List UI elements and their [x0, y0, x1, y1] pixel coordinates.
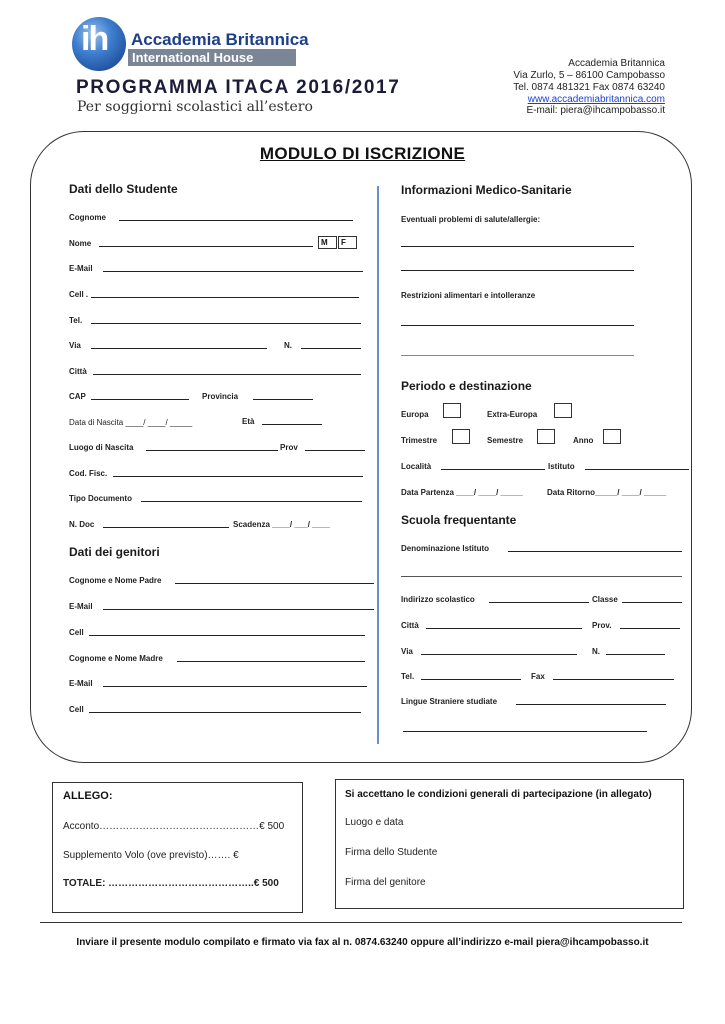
lingue-field-2[interactable] [403, 731, 647, 732]
scadenza-label[interactable]: Scadenza ____/ ___/ ____ [233, 520, 330, 529]
footer-divider [40, 922, 682, 923]
indirizzo-label: Indirizzo scolastico [401, 595, 475, 604]
semestre-label: Semestre [487, 436, 524, 445]
school-fax-field[interactable] [553, 679, 674, 680]
padre-field[interactable] [175, 583, 374, 584]
eta-label: Età [242, 417, 255, 426]
classe-field[interactable] [622, 602, 682, 603]
school-via-field[interactable] [421, 654, 577, 655]
tipo-documento-field[interactable] [141, 501, 362, 502]
restrizioni-field-2[interactable] [401, 355, 634, 356]
prov-field[interactable] [305, 450, 365, 451]
medical-section-title: Informazioni Medico-Sanitarie [401, 183, 572, 197]
period-section-title: Periodo e destinazione [401, 379, 532, 393]
padre-label: Cognome e Nome Padre [69, 576, 162, 585]
n-doc-field[interactable] [103, 527, 229, 528]
website-link[interactable]: www.accademiabritannica.com [527, 94, 665, 105]
email-label: E-Mail [69, 264, 93, 273]
europa-label: Europa [401, 410, 429, 419]
school-via-label: Via [401, 647, 413, 656]
extra-europa-checkbox[interactable] [554, 403, 572, 418]
anno-checkbox[interactable] [603, 429, 621, 444]
provincia-field[interactable] [253, 399, 313, 400]
denominazione-field[interactable] [508, 551, 682, 552]
allego-title: ALLEGO: [63, 790, 113, 802]
classe-label: Classe [592, 595, 618, 604]
cognome-field[interactable] [119, 220, 353, 221]
citta-field[interactable] [93, 374, 361, 375]
parent-email-2-field[interactable] [103, 686, 367, 687]
restrizioni-label: Restrizioni alimentari e intolleranze [401, 291, 536, 300]
europa-checkbox[interactable] [443, 403, 461, 418]
lingue-field[interactable] [516, 704, 666, 705]
parent-cell-1-label: Cell [69, 628, 84, 637]
firma-studente-field[interactable]: Firma dello Studente [345, 847, 438, 858]
parent-email-1-field[interactable] [103, 609, 374, 610]
anno-label: Anno [573, 436, 594, 445]
istituto-label: Istituto [548, 462, 575, 471]
parent-email-2-label: E-Mail [69, 679, 93, 688]
gender-m-checkbox[interactable]: M [318, 236, 337, 249]
address-line-3: Tel. 0874 481321 Fax 0874 63240 [513, 82, 665, 93]
school-section-title: Scuola frequentante [401, 513, 517, 527]
provincia-label: Provincia [202, 392, 239, 401]
logo-name: Accademia Britannica [131, 30, 309, 49]
number-field[interactable] [301, 348, 361, 349]
parent-cell-2-field[interactable] [89, 712, 361, 713]
data-nascita-label[interactable]: Data di Nascita ____/ ____/ _____ [69, 418, 193, 427]
denominazione-label: Denominazione Istituto [401, 544, 489, 553]
cap-label: CAP [69, 392, 86, 401]
number-label: N. [284, 341, 292, 350]
nome-field[interactable] [99, 246, 313, 247]
cod-fisc-label: Cod. Fisc. [69, 469, 108, 478]
prov-label: Prov [280, 443, 298, 452]
madre-label: Cognome e Nome Madre [69, 654, 163, 663]
nome-label: Nome [69, 239, 92, 248]
address-line-2: Via Zurlo, 5 – 86100 Campobasso [513, 70, 665, 81]
cod-fisc-field[interactable] [113, 476, 363, 477]
data-partenza-label[interactable]: Data Partenza ____/ ____/ _____ [401, 488, 523, 497]
problemi-field-2[interactable] [401, 270, 634, 271]
school-number-label: N. [592, 647, 600, 656]
tel-label: Tel. [69, 316, 83, 325]
citta-label: Città [69, 367, 87, 376]
localita-label: Località [401, 462, 432, 471]
tipo-documento-label: Tipo Documento [69, 494, 132, 503]
parent-email-1-label: E-Mail [69, 602, 93, 611]
parent-cell-1-field[interactable] [89, 635, 365, 636]
conditions-title: Si accettano le condizioni generali di partecipazione (in allegato) [345, 789, 652, 800]
cell-field[interactable] [91, 297, 359, 298]
semestre-checkbox[interactable] [537, 429, 555, 444]
ih-logo-mark [72, 17, 126, 71]
totale-line: TOTALE: ……………………………………..€ 500 [63, 878, 279, 889]
istituto-field[interactable] [585, 469, 689, 470]
trimestre-label: Trimestre [401, 436, 438, 445]
gender-f-checkbox[interactable]: F [338, 236, 357, 249]
luogo-nascita-label: Luogo di Nascita [69, 443, 134, 452]
column-divider [377, 186, 379, 744]
lingue-label: Lingue Straniere studiate [401, 697, 498, 706]
luogo-data-field[interactable]: Luogo e data [345, 817, 404, 828]
problemi-label: Eventuali problemi di salute/allergie: [401, 215, 541, 224]
via-label: Via [69, 341, 81, 350]
cell-label: Cell . [69, 290, 89, 299]
extra-europa-label: Extra-Europa [487, 410, 538, 419]
school-citta-field[interactable] [426, 628, 582, 629]
tel-field[interactable] [91, 323, 361, 324]
parent-cell-2-label: Cell [69, 705, 84, 714]
footer-instructions: Inviare il presente modulo compilato e firmato via fax al n. 0874.63240 oppure all’indirizzo e-mail piera@ihcampobasso.it [76, 937, 649, 948]
supplemento-line: Supplemento Volo (ove previsto)……. € [63, 850, 239, 861]
localita-field[interactable] [441, 469, 545, 470]
school-number-field[interactable] [606, 654, 665, 655]
school-tel-label: Tel. [401, 672, 415, 681]
via-field[interactable] [91, 348, 267, 349]
student-section-title: Dati dello Studente [69, 182, 178, 196]
form-title: MODULO DI ISCRIZIONE [259, 144, 466, 163]
indirizzo-field[interactable] [489, 602, 589, 603]
cognome-label: Cognome [69, 213, 106, 222]
problemi-field-1[interactable] [401, 246, 634, 247]
address-email: E-mail: piera@ihcampobasso.it [526, 105, 665, 116]
trimestre-checkbox[interactable] [452, 429, 470, 444]
logo-subtitle: International House [132, 50, 254, 65]
eta-field[interactable] [262, 424, 322, 425]
school-prov-label: Prov. [592, 621, 612, 630]
acconto-line: Acconto…………………………………………€ 500 [63, 821, 285, 832]
program-title: PROGRAMMA ITACA 2016/2017 [76, 77, 401, 98]
parents-section-title: Dati dei genitori [69, 545, 160, 559]
address-line-1: Accademia Britannica [568, 58, 665, 69]
firma-genitore-field[interactable]: Firma del genitore [345, 877, 426, 888]
data-ritorno-label[interactable]: Data Ritorno_____/ ____/ _____ [547, 488, 667, 497]
n-doc-label: N. Doc [69, 520, 95, 529]
restrizioni-field-1[interactable] [401, 325, 634, 326]
email-field[interactable] [103, 271, 363, 272]
school-fax-label: Fax [531, 672, 545, 681]
madre-field[interactable] [177, 661, 365, 662]
program-subtitle: Per soggiorni scolastici all’estero [77, 99, 313, 115]
school-tel-field[interactable] [421, 679, 521, 680]
luogo-nascita-field[interactable] [146, 450, 278, 451]
denominazione-field-2[interactable] [401, 576, 682, 577]
cap-field[interactable] [91, 399, 189, 400]
school-prov-field[interactable] [620, 628, 680, 629]
school-citta-label: Città [401, 621, 419, 630]
logo-mark-text: ih [81, 20, 108, 58]
